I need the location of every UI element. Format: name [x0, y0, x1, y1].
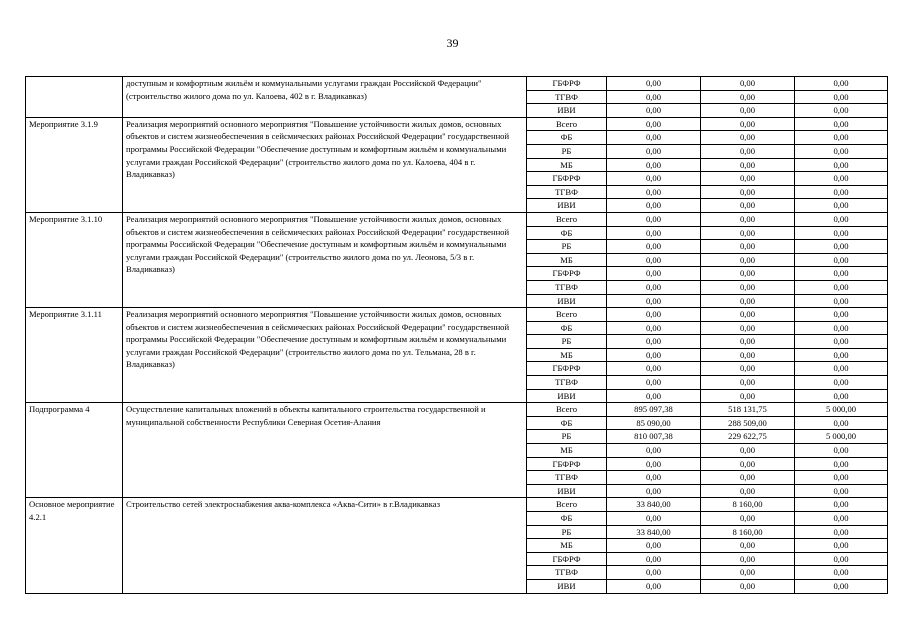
amount-year-1: 0,00	[607, 185, 701, 199]
amount-year-2: 0,00	[701, 240, 795, 254]
amount-year-1: 0,00	[607, 457, 701, 471]
table-row	[26, 498, 888, 512]
amount-year-2: 0,00	[701, 185, 795, 199]
amount-year-1: 33 840,00	[607, 525, 701, 539]
funding-source: ИВИ	[527, 579, 607, 593]
amount-year-2: 0,00	[701, 389, 795, 403]
amount-year-1: 0,00	[607, 566, 701, 580]
amount-year-1: 0,00	[607, 158, 701, 172]
amount-year-1: 0,00	[607, 77, 701, 91]
section-title: Основное мероприятие 4.2.1	[26, 498, 123, 593]
amount-year-3: 0,00	[795, 457, 888, 471]
section-description: Строительство сетей электроснабжения аква-комплекса «Аква-Сити» в г.Владикавказ	[123, 498, 527, 593]
amount-year-2: 0,00	[701, 158, 795, 172]
amount-year-2: 0,00	[701, 294, 795, 308]
amount-year-2: 0,00	[701, 212, 795, 226]
amount-year-2: 8 160,00	[701, 525, 795, 539]
funding-source: МБ	[527, 348, 607, 362]
amount-year-3: 0,00	[795, 335, 888, 349]
table-row	[26, 77, 888, 91]
amount-year-3: 0,00	[795, 158, 888, 172]
funding-source: РБ	[527, 240, 607, 254]
amount-year-3: 0,00	[795, 294, 888, 308]
amount-year-3: 0,00	[795, 362, 888, 376]
amount-year-2: 0,00	[701, 457, 795, 471]
amount-year-3: 0,00	[795, 512, 888, 526]
amount-year-1: 0,00	[607, 484, 701, 498]
amount-year-3: 0,00	[795, 539, 888, 553]
amount-year-3: 0,00	[795, 131, 888, 145]
amount-year-3: 0,00	[795, 172, 888, 186]
funding-source: РБ	[527, 144, 607, 158]
funding-source: ГБФРФ	[527, 552, 607, 566]
amount-year-1: 0,00	[607, 253, 701, 267]
amount-year-2: 0,00	[701, 280, 795, 294]
amount-year-3: 0,00	[795, 321, 888, 335]
amount-year-2: 0,00	[701, 539, 795, 553]
amount-year-2: 0,00	[701, 199, 795, 213]
amount-year-3: 0,00	[795, 416, 888, 430]
amount-year-1: 0,00	[607, 104, 701, 118]
funding-source: ГБФРФ	[527, 267, 607, 281]
page-number: 39	[446, 36, 459, 50]
amount-year-2: 0,00	[701, 362, 795, 376]
funding-source: ТГВФ	[527, 471, 607, 485]
amount-year-1: 33 840,00	[607, 498, 701, 512]
amount-year-3: 0,00	[795, 376, 888, 390]
budget-table	[25, 76, 888, 594]
section-description: Реализация мероприятий основного мероприятия "Повышение устойчивости жилых домов, основных объектов и систем жизнеобеспечения в сейсмических районах Российской Федерации" государственной программы Российской Федерации "Обеспечение доступным и комфортным жильём и коммунальными услугами граждан Российской Федерации" (строительство жилого дома по ул. Леонова, 5/3 в г. Владикавказ)	[123, 212, 527, 307]
funding-source: ФБ	[527, 512, 607, 526]
funding-source: ФБ	[527, 226, 607, 240]
amount-year-2: 0,00	[701, 77, 795, 91]
amount-year-3: 0,00	[795, 444, 888, 458]
amount-year-2: 0,00	[701, 308, 795, 322]
funding-source: Всего	[527, 403, 607, 417]
amount-year-2: 0,00	[701, 579, 795, 593]
funding-source: ТГВФ	[527, 566, 607, 580]
amount-year-3: 5 000,00	[795, 403, 888, 417]
funding-source: РБ	[527, 525, 607, 539]
amount-year-3: 0,00	[795, 498, 888, 512]
section-description: Осуществление капитальных вложений в объекты капитального строительства государственной и муниципальной собственности Республики Северная Осетия-Алания	[123, 403, 527, 498]
amount-year-3: 0,00	[795, 566, 888, 580]
amount-year-3: 0,00	[795, 226, 888, 240]
amount-year-1: 0,00	[607, 389, 701, 403]
amount-year-3: 0,00	[795, 280, 888, 294]
amount-year-3: 0,00	[795, 389, 888, 403]
amount-year-1: 0,00	[607, 471, 701, 485]
funding-source: РБ	[527, 335, 607, 349]
amount-year-1: 0,00	[607, 172, 701, 186]
funding-source: ТГВФ	[527, 90, 607, 104]
section-description: Реализация мероприятий основного мероприятия "Повышение устойчивости жилых домов, основных объектов и систем жизнеобеспечения в сейсмических районах Российской Федерации" государственной программы Российской Федерации "Обеспечение доступным и комфортным жильём и коммунальными услугами граждан Российской Федерации" (строительство жилого дома по ул. Калоева, 404 в г. Владикавказ)	[123, 117, 527, 212]
amount-year-2: 0,00	[701, 444, 795, 458]
amount-year-2: 8 160,00	[701, 498, 795, 512]
amount-year-1: 0,00	[607, 90, 701, 104]
funding-source: ФБ	[527, 321, 607, 335]
amount-year-1: 0,00	[607, 321, 701, 335]
funding-source: Всего	[527, 308, 607, 322]
section-title	[26, 77, 123, 118]
funding-source: ГБФРФ	[527, 457, 607, 471]
amount-year-1: 0,00	[607, 552, 701, 566]
funding-source: РБ	[527, 430, 607, 444]
funding-source: МБ	[527, 158, 607, 172]
amount-year-3: 0,00	[795, 552, 888, 566]
amount-year-3: 0,00	[795, 212, 888, 226]
funding-source: ТГВФ	[527, 280, 607, 294]
funding-source: ТГВФ	[527, 376, 607, 390]
section-title: Мероприятие 3.1.9	[26, 117, 123, 212]
amount-year-2: 0,00	[701, 226, 795, 240]
budget-table-body	[26, 77, 888, 594]
amount-year-1: 0,00	[607, 294, 701, 308]
amount-year-2: 0,00	[701, 172, 795, 186]
amount-year-3: 0,00	[795, 253, 888, 267]
amount-year-1: 0,00	[607, 267, 701, 281]
amount-year-1: 0,00	[607, 348, 701, 362]
amount-year-1: 0,00	[607, 131, 701, 145]
amount-year-3: 0,00	[795, 117, 888, 131]
amount-year-2: 0,00	[701, 376, 795, 390]
amount-year-3: 0,00	[795, 104, 888, 118]
amount-year-1: 895 097,38	[607, 403, 701, 417]
funding-source: ИВИ	[527, 199, 607, 213]
amount-year-2: 0,00	[701, 104, 795, 118]
amount-year-1: 0,00	[607, 226, 701, 240]
funding-source: МБ	[527, 253, 607, 267]
amount-year-3: 0,00	[795, 484, 888, 498]
amount-year-3: 0,00	[795, 185, 888, 199]
funding-source: Всего	[527, 117, 607, 131]
amount-year-1: 0,00	[607, 212, 701, 226]
amount-year-1: 0,00	[607, 144, 701, 158]
table-row	[26, 117, 888, 131]
amount-year-3: 0,00	[795, 77, 888, 91]
section-title: Мероприятие 3.1.10	[26, 212, 123, 307]
table-row	[26, 403, 888, 417]
amount-year-2: 0,00	[701, 471, 795, 485]
amount-year-1: 0,00	[607, 362, 701, 376]
amount-year-2: 0,00	[701, 348, 795, 362]
amount-year-3: 0,00	[795, 267, 888, 281]
amount-year-2: 0,00	[701, 566, 795, 580]
amount-year-2: 0,00	[701, 144, 795, 158]
amount-year-1: 85 090,00	[607, 416, 701, 430]
amount-year-1: 810 007,38	[607, 430, 701, 444]
amount-year-2: 0,00	[701, 253, 795, 267]
funding-source: ТГВФ	[527, 185, 607, 199]
amount-year-2: 0,00	[701, 90, 795, 104]
table-row	[26, 212, 888, 226]
amount-year-1: 0,00	[607, 335, 701, 349]
amount-year-2: 0,00	[701, 267, 795, 281]
amount-year-3: 0,00	[795, 90, 888, 104]
amount-year-1: 0,00	[607, 308, 701, 322]
amount-year-3: 0,00	[795, 240, 888, 254]
funding-source: МБ	[527, 444, 607, 458]
amount-year-2: 0,00	[701, 552, 795, 566]
amount-year-1: 0,00	[607, 579, 701, 593]
funding-source: ГБФРФ	[527, 172, 607, 186]
amount-year-1: 0,00	[607, 444, 701, 458]
amount-year-2: 0,00	[701, 117, 795, 131]
funding-source: ГБФРФ	[527, 77, 607, 91]
amount-year-2: 229 622,75	[701, 430, 795, 444]
amount-year-3: 0,00	[795, 579, 888, 593]
funding-source: ИВИ	[527, 389, 607, 403]
funding-source: ФБ	[527, 131, 607, 145]
funding-source: МБ	[527, 539, 607, 553]
amount-year-1: 0,00	[607, 539, 701, 553]
amount-year-3: 0,00	[795, 144, 888, 158]
funding-source: ИВИ	[527, 484, 607, 498]
amount-year-1: 0,00	[607, 512, 701, 526]
amount-year-2: 0,00	[701, 321, 795, 335]
amount-year-1: 0,00	[607, 376, 701, 390]
amount-year-3: 0,00	[795, 525, 888, 539]
section-description: Реализация мероприятий основного мероприятия "Повышение устойчивости жилых домов, основных объектов и систем жизнеобеспечения в сейсмических районах Российской Федерации" государственной программы Российской Федерации "Обеспечение доступным и комфортным жильём и коммунальными услугами граждан Российской Федерации" (строительство жилого дома по ул. Тельмана, 28 в г. Владикавказ)	[123, 308, 527, 403]
section-title: Мероприятие 3.1.11	[26, 308, 123, 403]
amount-year-2: 0,00	[701, 131, 795, 145]
funding-source: Всего	[527, 212, 607, 226]
amount-year-3: 0,00	[795, 199, 888, 213]
funding-source: ГБФРФ	[527, 362, 607, 376]
amount-year-1: 0,00	[607, 240, 701, 254]
funding-source: ИВИ	[527, 104, 607, 118]
amount-year-2: 0,00	[701, 512, 795, 526]
section-title: Подпрограмма 4	[26, 403, 123, 498]
amount-year-2: 518 131,75	[701, 403, 795, 417]
amount-year-3: 0,00	[795, 348, 888, 362]
section-description: доступным и комфортным жильём и коммунальными услугами граждан Российской Федерации" (строительство жилого дома по ул. Калоева, 402 в г. Владикавказ)	[123, 77, 527, 118]
amount-year-3: 5 000,00	[795, 430, 888, 444]
amount-year-3: 0,00	[795, 471, 888, 485]
amount-year-2: 288 509,00	[701, 416, 795, 430]
funding-source: ИВИ	[527, 294, 607, 308]
amount-year-3: 0,00	[795, 308, 888, 322]
funding-source: Всего	[527, 498, 607, 512]
amount-year-2: 0,00	[701, 335, 795, 349]
funding-source: ФБ	[527, 416, 607, 430]
amount-year-1: 0,00	[607, 280, 701, 294]
table-row	[26, 308, 888, 322]
amount-year-1: 0,00	[607, 117, 701, 131]
amount-year-2: 0,00	[701, 484, 795, 498]
amount-year-1: 0,00	[607, 199, 701, 213]
